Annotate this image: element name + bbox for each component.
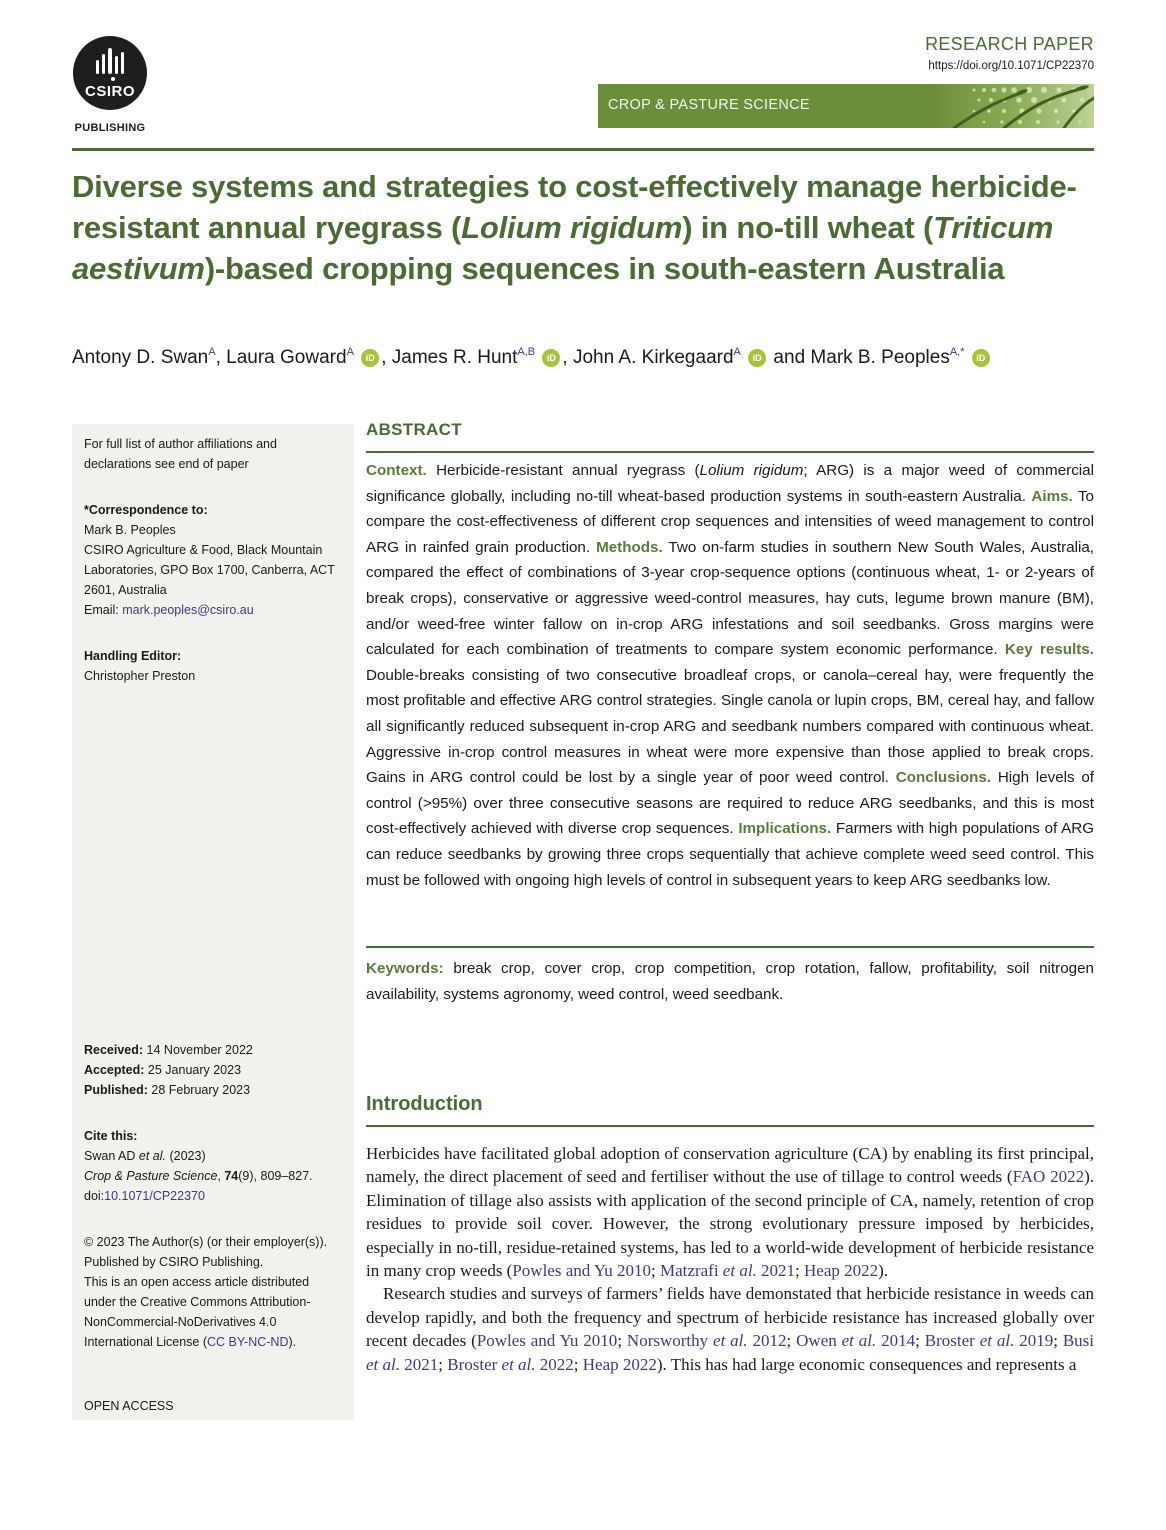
title-species-1: Lolium rigidum bbox=[461, 210, 683, 245]
publisher-subtitle: PUBLISHING bbox=[74, 122, 146, 134]
citation-link[interactable]: Broster et al. 2022 bbox=[447, 1354, 574, 1374]
email-link[interactable]: mark.peoples@csiro.au bbox=[122, 603, 254, 617]
cite-label: Cite this: bbox=[84, 1129, 138, 1143]
author-affiliation: A bbox=[733, 346, 741, 358]
abstract-body: Context. Herbicide-resistant annual ryegrass (Lolium rigidum; ARG) is a major weed of commercial significance globally, including no-till wheat-based production systems in south-eastern Australia. Aims. To compare the cost-effectiveness of different crop sequences and intensities of weed management to control ARG in rainfed grain production. Methods. Two on-farm studies in southern New South Wales, Australia, compared the effect of combinations of 3-year crop-sequence options (continuous wheat, 1- or 2-years of break crops), conservative or aggressive weed-control measures, hay cuts, legume brown manure (BM), and/or weed-free winter fallow on in-crop ARG infestations and soil seedbanks. Gross margins were calculated for each combination of treatments to compare system economic performance. Key results. Double-breaks consisting of two consecutive broadleaf crops, or canola–cereal hay, were frequently the most profitable and effective ARG control strategies. Single canola or lupin crops, BM, cereal hay, and fallow all significantly reduced subsequent in-crop ARG and seedbank numbers compared with continuous wheat. Aggressive in-crop control measures in wheat were more expensive than those applied to break crops. Gains in ARG control could be lost by a single year of poor weed control. Conclusions. High levels of control (>95%) over three consecutive seasons are required to reduce ARG seedbanks, and this is most cost-effectively achieved with diverse crop sequences. Implications. Farmers with high populations of ARG can reduce seedbanks by growing three crops sequentially that achieve complete weed seed control. This must be followed with ongoing high levels of control in subsequent years to keep ARG seedbanks low. bbox=[366, 462, 1095, 889]
author-affiliation: A bbox=[346, 346, 354, 358]
journal-banner bbox=[598, 84, 1094, 128]
citation-link[interactable]: Heap 2022 bbox=[582, 1354, 657, 1374]
citation-link[interactable]: Heap 2022 bbox=[804, 1261, 879, 1281]
keywords-list: break crop, cover crop, crop competition, crop rotation, fallow, profitability, soil nitrogen availability, systems agronomy, weed control, weed seedbank. bbox=[366, 960, 1094, 1003]
correspondence-address: CSIRO Agriculture & Food, Black Mountain Laboratories, GPO Box 1700, Canberra, ACT 2601, Australia bbox=[84, 543, 335, 597]
dates-block: Received: 14 November 2022 Accepted: 25 January 2023 Published: 28 February 2023 bbox=[84, 1043, 253, 1097]
publisher-logo bbox=[72, 36, 148, 134]
citation-link[interactable]: Norsworthy et al. 2012 bbox=[626, 1331, 787, 1351]
citation-link[interactable]: Busi et al. 2021 bbox=[366, 1331, 1095, 1374]
published-date: 28 February 2023 bbox=[147, 1083, 251, 1097]
author-affiliation: A,B bbox=[517, 346, 536, 358]
abstract-label-methods: Methods. bbox=[596, 538, 663, 556]
header-divider bbox=[72, 148, 1094, 151]
introduction-divider bbox=[366, 1125, 1094, 1127]
intro-paragraph-2: Research studies and surveys of farmers’ fields have demonstated that herbicide resistance in weeds can develop rapidly, and both the frequency and spectrum of herbicide resistance has increased globally over recent decades (Powles and Yu 2010; Norsworthy et al. 2012; Owen et al. 2014; Broster et al. 2019; Busi et al. 2021; Broster et al. 2022; Heap 2022). This has had large economic consequences and represents a bbox=[366, 1284, 1095, 1374]
correspondence-block: *Correspondence to: Mark B. Peoples CSIRO Agriculture & Food, Black Mountain Laboratories, GPO Box 1700, Canberra, ACT 2601, Australia Email: mark.peoples@csiro.au bbox=[84, 500, 346, 620]
author-affiliation: A bbox=[208, 346, 216, 358]
citation-link[interactable]: Broster et al. 2019 bbox=[924, 1331, 1054, 1351]
introduction-heading: Introduction bbox=[366, 1093, 483, 1115]
orcid-icon[interactable]: iD bbox=[542, 349, 560, 367]
introduction-body bbox=[366, 1142, 1094, 1376]
citation-link[interactable]: Powles and Yu 2010 bbox=[512, 1261, 652, 1281]
handling-editor-block bbox=[84, 646, 346, 686]
copyright-block: © 2023 The Author(s) (or their employer(s)). Published by CSIRO Publishing. This is an open access article distributed under the Creative Commons Attribution-NonCommercial-NoDerivatives 4.0 International License (CC BY-NC-ND). bbox=[84, 1232, 334, 1352]
journal-name: CROP & PASTURE SCIENCE bbox=[608, 97, 810, 113]
accepted-date: 25 January 2023 bbox=[144, 1063, 242, 1077]
citation-doi-link[interactable]: 10.1071/CP22370 bbox=[104, 1189, 205, 1203]
abstract-label-conclusions: Conclusions. bbox=[895, 769, 992, 787]
author-name[interactable]: Laura Goward bbox=[226, 347, 347, 368]
abstract-label-results: Key results. bbox=[1004, 641, 1094, 659]
doi-link[interactable]: https://doi.org/10.1071/CP22370 bbox=[928, 60, 1094, 72]
citation-block: Cite this: Swan AD et al. (2023) Crop & Pasture Science, 74(9), 809–827. doi:10.1071/CP22370 bbox=[84, 1129, 313, 1203]
intro-paragraph-1: Herbicides have facilitated global adoption of conservation agriculture (CA) by enabling its first principal, namely, the direct placement of seed and fertiliser without the use of tillage to control weeds (FAO 2022). Elimination of tillage also assists with application of the second principle of CA, namely, retention of crop residues to provide soil cover. However, the strong evolutionary pressure imposed by herbicides, especially in no-till, residue-retained systems, has led to a world-wide development of herbicide resistance in many crop weeds (Powles and Yu 2010; Matzrafi et al. 2021; Heap 2022). bbox=[366, 1144, 1094, 1281]
keywords bbox=[366, 956, 1094, 1007]
paper-title: Diverse systems and strategies to cost-effectively manage herbicide-resistant annual ryegrass (Lolium rigidum) in no-till wheat (Triticum aestivum)-based cropping sequences in south-eastern Australia bbox=[72, 169, 1077, 286]
citation-link[interactable]: FAO 2022 bbox=[1012, 1167, 1085, 1187]
wheat-pattern-icon bbox=[934, 84, 1094, 128]
orcid-icon[interactable]: iD bbox=[361, 349, 379, 367]
affiliations-note: For full list of author affiliations and declarations see end of paper bbox=[84, 437, 277, 471]
correspondence-name: Mark B. Peoples bbox=[84, 523, 176, 537]
abstract-label-implications: Implications. bbox=[738, 820, 832, 838]
keywords-divider bbox=[366, 946, 1094, 948]
received-date: 14 November 2022 bbox=[143, 1043, 253, 1057]
title-species-2: Triticum aestivum bbox=[72, 210, 1054, 286]
author-name[interactable]: Mark B. Peoples bbox=[810, 347, 950, 368]
citation-link[interactable]: Matzrafi et al. 2021 bbox=[660, 1261, 796, 1281]
abstract-label-context: Context. bbox=[366, 462, 427, 479]
keywords-label: Keywords: bbox=[366, 960, 444, 977]
abstract-heading: ABSTRACT bbox=[366, 420, 462, 439]
license-link[interactable]: CC BY-NC-ND bbox=[207, 1335, 289, 1349]
logo-wordmark: CSIRO bbox=[84, 83, 135, 100]
orcid-icon[interactable]: iD bbox=[972, 349, 990, 367]
author-name[interactable]: Antony D. Swan bbox=[72, 347, 209, 368]
author-affiliation: A,* bbox=[949, 346, 965, 358]
csiro-logo-icon bbox=[73, 36, 147, 110]
author-name[interactable]: John A. Kirkegaard bbox=[572, 347, 734, 368]
editor-label: Handling Editor: bbox=[84, 649, 182, 663]
correspondence-label: *Correspondence to: bbox=[84, 503, 208, 517]
abstract-label-aims: Aims. bbox=[1031, 487, 1073, 505]
open-access-label: OPEN ACCESS bbox=[84, 1399, 174, 1413]
paper-type-label: RESEARCH PAPER bbox=[925, 34, 1094, 54]
author-list: Antony D. Swan$^A$, Laura Goward$^A$ iD , James R. Hunt$^{A,B}$ iD , John A. Kirkegaard$^A$ iD and Mark B. Peoples$^{A,*}$ iD bbox=[72, 346, 1112, 369]
orcid-icon[interactable]: iD bbox=[748, 349, 766, 367]
citation-link[interactable]: Owen et al. 2014 bbox=[796, 1331, 916, 1351]
editor-name: Christopher Preston bbox=[84, 669, 196, 683]
citation-link[interactable]: Powles and Yu 2010 bbox=[476, 1331, 618, 1351]
abstract-divider bbox=[366, 451, 1094, 453]
copyright-text: © 2023 The Author(s) (or their employer(s)). Published by CSIRO Publishing. bbox=[84, 1235, 328, 1269]
author-name[interactable]: James R. Hunt bbox=[391, 347, 518, 368]
article-info-sidebar bbox=[72, 424, 354, 1420]
